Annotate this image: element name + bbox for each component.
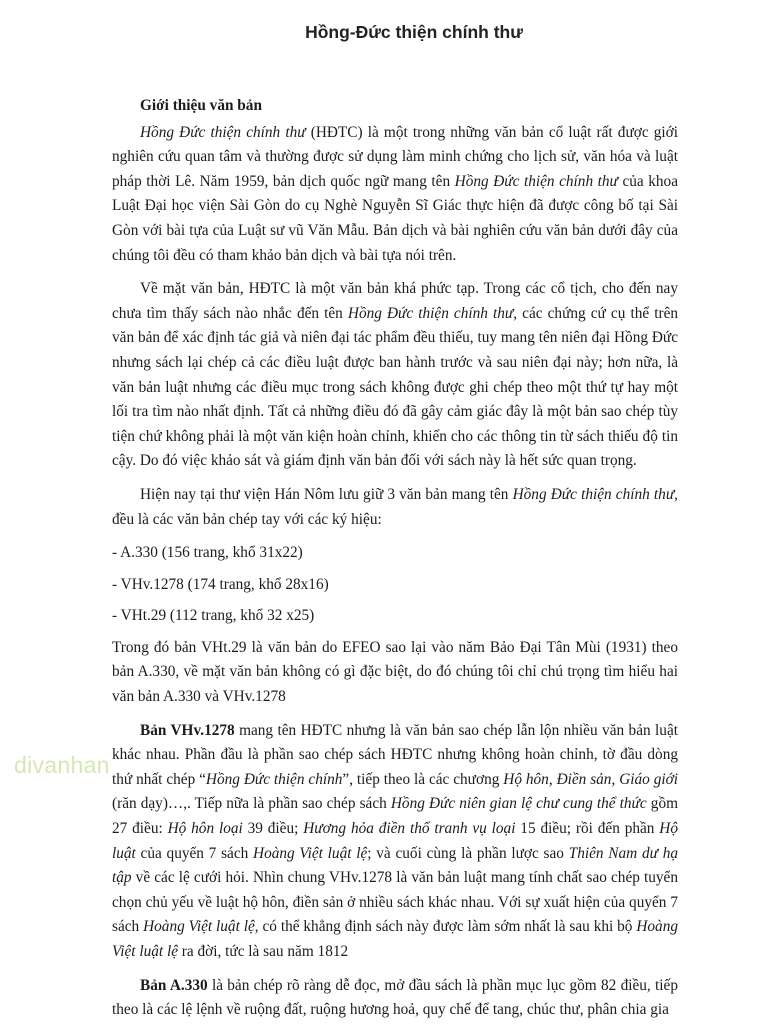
paragraph-text-analysis: [112, 277, 678, 474]
text-run: , đều là các văn bản chép tay với các ký hiệu:: [112, 485, 678, 528]
watermark: divanhan: [14, 752, 110, 778]
page-title: Hồng-Đức thiện chính thư: [305, 22, 523, 42]
text-run: gồm 27 điều:: [112, 795, 679, 838]
text-run: ra đời, tức là sau năm 1812: [177, 943, 349, 960]
text-run: của quyển 7 sách: [135, 844, 254, 862]
section-heading: Giới thiệu văn bản: [140, 97, 262, 114]
italic-run: Hoàng Việt luật lệ: [112, 918, 678, 960]
text-run: ”, tiếp theo là các chương: [342, 770, 504, 788]
paragraph-intro: [112, 121, 678, 269]
text-run: 15 điều; rồi đến phần: [515, 820, 660, 838]
paragraph-vhv1278: [112, 719, 678, 965]
italic-run: Hộ luật: [112, 820, 678, 862]
text-run: Hiện nay tại thư viện Hán Nôm lưu giữ 3 văn bản mang tên: [140, 485, 513, 503]
list-item: - A.330 (156 trang, khổ 31x22): [112, 544, 303, 562]
document-body: [112, 94, 678, 1032]
book-title: Hồng Đức thiện chính thư: [140, 123, 306, 141]
text-run: , có thể khẳng định sách này được làm sớm nhất là sau khi bộ: [254, 918, 637, 936]
text-run: (răn dạy)…,. Tiếp nữa là phần sao chép sách: [112, 795, 391, 813]
paragraph-a330: [112, 974, 678, 1023]
paragraph-library: [112, 483, 678, 532]
italic-run: Hồng Đức niên gian lệ chư cung thể thức: [390, 795, 647, 813]
italic-run: Hương hỏa điền thổ tranh vụ loại: [303, 820, 516, 838]
italic-run: Hoàng Việt luật lệ: [143, 918, 255, 936]
book-title: Hồng Đức thiện chính thư: [512, 485, 675, 503]
italic-run: Hoàng Việt luật lệ: [253, 844, 368, 862]
bold-label: Bản VHv.1278: [140, 721, 235, 739]
italic-run: Hộ hôn, Điền sản, Giáo giới: [503, 770, 679, 788]
list-item: - VHv.1278 (174 trang, khổ 28x16): [112, 575, 329, 593]
text-run: Về mặt văn bản, HĐTC là một văn bản khá phức tạp. Trong các cổ tịch, cho đến nay chưa tìm thấy sách nào nhắc đến tên: [112, 280, 678, 322]
italic-run: Hồng Đức thiện chính: [205, 770, 343, 788]
text-run: về các lệ cưới hỏi. Nhìn chung VHv.1278 là văn bản luật mang tính chất sao chép tuyển chọn chủ yếu về luật hộ hôn, điền sản ở nhiều sách khác nhau. Với sự xuất hiện của quyển 7 sách: [112, 869, 678, 936]
text-run: , các chứng cứ cụ thể trên văn bản để xác định tác giả và niên đại tác phẩm đều thiếu, tuy mang tên niên đại Hồng Đức nhưng sách lại chép cả các điều luật được ban hành trước và sau niên đại này; hơn nữa, là văn bản luật nhưng các điều mục trong sách không được ghi chép theo một thứ tự hay một lối tra tìm nào nhất định. Tất cả những điều đó đã gây cảm giác đây là một bản sao chép tùy tiện chứ không phải là một văn kiện hoàn chỉnh, khiến cho các thông tin từ sách thiếu độ tin cậy. Do đó việc khảo sát và giám định văn bản đối với sách này là hết sức quan trọng.: [112, 304, 679, 470]
text-run: mang tên HĐTC nhưng là văn bản sao chép lẫn lộn nhiều văn bản luật khác nhau. Phần đầu là phần sao chép sách HĐTC nhưng không hoàn chỉnh, tờ đầu dòng thứ nhất chép “: [112, 721, 678, 788]
paragraph-vht29: Trong đó bản VHt.29 là văn bản do EFEO sao lại vào năm Bảo Đại Tân Mùi (1931) theo bản A.330, về mặt văn bản không có gì đặc biệt, do đó chúng tôi chỉ chú trọng tìm hiểu hai văn bản A.330 và VHv.1278: [112, 638, 678, 706]
italic-run: Thiên Nam dư hạ tập: [112, 844, 678, 887]
text-run: 39 điều;: [242, 820, 304, 838]
text-run: ; và cuối cùng là phần lược sao: [367, 844, 569, 862]
book-title: Hồng Đức thiện chính thư: [347, 304, 514, 322]
text-run: (HĐTC) là một trong những văn bản cổ luật rất được giới nghiên cứu quan tâm và thường được sử dụng làm minh chứng cho lịch sử, văn hóa và luật pháp thời Lê. Năm 1959, bản dịch quốc ngữ mang tên: [112, 123, 678, 190]
bold-label: Bản A.330: [140, 976, 208, 994]
text-run: là bản chép rõ ràng dễ đọc, mở đầu sách là phần mục lục gồm 82 điều, tiếp theo là các lệ lệnh về ruộng đất, ruộng hương hoả, quy chế để tang, chúc thư, phân chia gia: [112, 976, 678, 1019]
book-title: Hồng Đức thiện chính thư: [454, 172, 618, 190]
list-item: - VHt.29 (112 trang, khổ 32 x25): [112, 607, 315, 625]
italic-run: Hộ hôn loại: [167, 820, 243, 838]
text-run: của khoa Luật Đại học viện Sài Gòn do cụ Nghè Nguyễn Sĩ Giác thực hiện đã được công bố tại Sài Gòn với bài tựa của Luật sư vũ Văn Mẫu. Bản dịch và bài nghiên cứu văn bản dưới đây của chúng tôi đều có tham khảo bản dịch và bài tựa nói trên.: [112, 172, 678, 264]
